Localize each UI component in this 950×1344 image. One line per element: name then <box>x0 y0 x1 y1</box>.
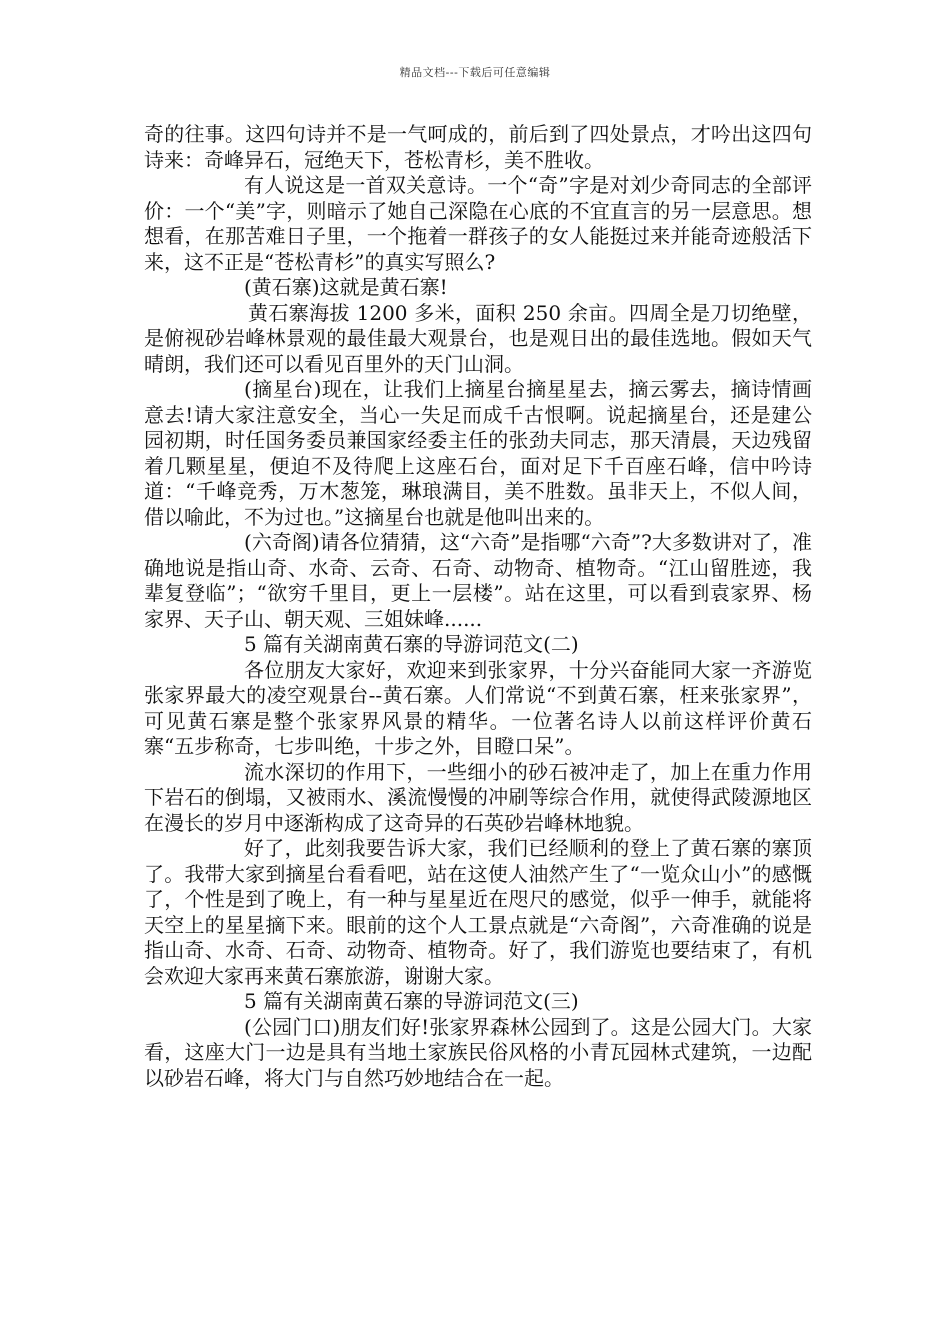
paragraph-double-meaning: 有人说这是一首双关意诗。一个“奇”字是对刘少奇同志的全部评价：一个“美”字，则暗示了她自己深隐在心底的不宜直言的另一层意思。想想看，在那苦难日子里，一个拖着一群孩子的女人能挺过来并能奇迹般活下来，这不正是“苍松青杉”的真实写照么? <box>144 173 812 274</box>
paragraph-summit: 好了，此刻我要告诉大家，我们已经顺利的登上了黄石寨的寨顶了。我带大家到摘星台看看吧，站在这使人油然产生了“一览众山小”的感慨了，个性是到了晚上，有一种与星星近在咫尺的感觉，似乎一伸手，就能将天空上的星星摘下来。眼前的这个人工景点就是“六奇阁”，六奇准确的说是指山奇、水奇、石奇、动物奇、植物奇。好了，我们游览也要结束了，有机会欢迎大家再来黄石寨旅游，谢谢大家。 <box>144 836 812 988</box>
paragraph-zhaixingtai: (摘星台)现在，让我们上摘星台摘星星去，摘云雾去，摘诗情画意去!请大家注意安全，当心一失足而成千古恨啊。说起摘星台，还是建公园初期，时任国务委员兼国家经委主任的张劲夫同志，那天清晨，天边残留着几颗星星，便迫不及待爬上这座石台，面对足下千百座石峰，信中吟诗道：“千峰竞秀，万木葱笼，琳琅满目，美不胜数。虽非天上，不似人间，借以喻此，不为过也。”这摘星台也就是他叫出来的。 <box>144 377 812 529</box>
document-body <box>144 122 812 1091</box>
paragraph-geology: 流水深切的作用下，一些细小的砂石被冲走了，加上在重力作用下岩石的倒塌，又被雨水、溪流慢慢的冲刷等综合作用，就使得武陵源地区在漫长的岁月中逐渐构成了这奇异的石英砂岩峰林地貌。 <box>144 759 812 835</box>
paragraph-park-gate: (公园门口)朋友们好!张家界森林公园到了。这是公园大门。大家看，这座大门一边是具有当地土家族民俗风格的小青瓦园林式建筑，一边配以砂岩石峰，将大门与自然巧妙地结合在一起。 <box>144 1014 812 1090</box>
section-heading-three: 5 篇有关湖南黄石寨的导游词范文(三) <box>244 989 579 1013</box>
paragraph-welcome: 各位朋友大家好，欢迎来到张家界，十分兴奋能同大家一齐游览张家界最大的凌空观景台--黄石寨。人们常说“不到黄石寨，枉来张家界”，可见黄石寨是整个张家界风景的精华。一位著名诗人以前这样评价黄石寨“五步称奇，七步叫绝，十步之外，目瞪口呆”。 <box>144 657 812 758</box>
paragraph-huangshizhai-altitude: 黄石寨海拔 1200 多米，面积 250 余亩。四周全是刀切绝壁，是俯视砂岩峰林景观的最佳最大观景台，也是观日出的最佳选地。假如天气晴朗，我们还可以看见百里外的天门山洞。 <box>144 300 812 376</box>
page-header: 精品文档---下载后可任意编辑 <box>399 66 551 79</box>
paragraph-huangshizhai-intro: (黄石寨)这就是黄石寨! <box>244 275 448 299</box>
paragraph-poem-origin: 奇的往事。这四句诗并不是一气呵成的，前后到了四处景点，才吟出这四句诗来：奇峰异石，冠绝天下，苍松青杉，美不胜收。 <box>144 122 812 172</box>
paragraph-liuqige: (六奇阁)请各位猜猜，这“六奇”是指哪“六奇”?大多数讲对了，准确地说是指山奇、水奇、云奇、石奇、动物奇、植物奇。“江山留胜迹，我辈复登临”；“欲穷千里目，更上一层楼”。站在这里，可以看到袁家界、杨家界、天子山、朝天观、三姐妹峰...... <box>144 530 812 631</box>
section-heading-two: 5 篇有关湖南黄石寨的导游词范文(二) <box>244 632 579 656</box>
